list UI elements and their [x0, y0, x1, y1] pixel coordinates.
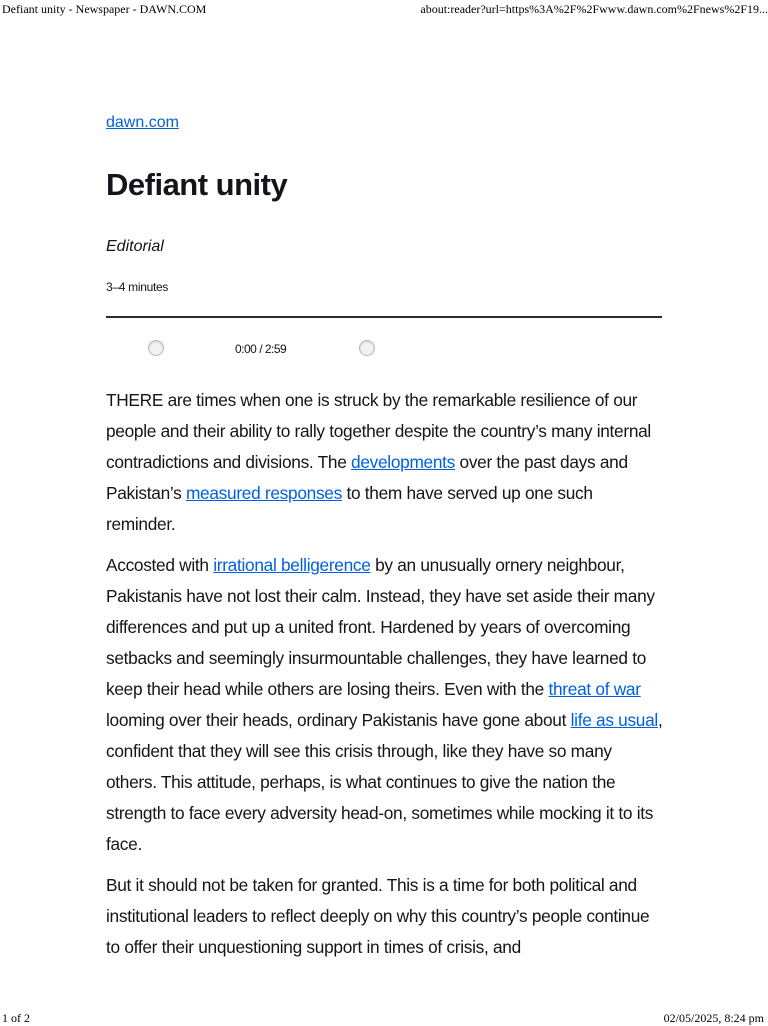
paragraph-text: to them have served up one such reminder. — [106, 483, 593, 534]
site-link[interactable]: dawn.com — [106, 114, 179, 131]
article-title: Defiant unity — [106, 167, 288, 202]
paragraph-text: by an unusually ornery neighbour, Pakistanis have not lost their calm. Instead, they have set aside their many differences and put up a united front. Hardened by years of overcoming setbacks and seemingly insurmountable challenges, they have learned to keep their head while others are losing theirs. Even with the — [106, 555, 655, 699]
paragraph-text: looming over their heads, ordinary Pakistanis have gone about — [106, 710, 571, 730]
inline-link[interactable]: irrational belligerence — [213, 555, 371, 575]
volume-control[interactable] — [359, 340, 375, 356]
article-body — [106, 385, 666, 973]
header-divider — [106, 316, 662, 318]
print-header-url: about:reader?url=https%3A%2F%2Fwww.dawn.com%2Fnews%2F19... — [420, 2, 768, 16]
play-button[interactable] — [148, 340, 164, 356]
audio-time: 0:00 / 2:59 — [235, 342, 287, 356]
paragraph-text: over the past days and Pakistan’s — [106, 452, 628, 503]
article-paragraph — [106, 550, 666, 860]
page-number: 1 of 2 — [2, 1011, 30, 1025]
audio-player — [106, 338, 662, 360]
inline-link[interactable]: measured responses — [185, 483, 342, 503]
paragraph-text: THERE are times when one is struck by the remarkable resilience of our people and their ability to rally together despite the country’s many internal contradictions and divisions. The — [106, 390, 651, 472]
inline-link[interactable]: threat of war — [548, 679, 641, 699]
paragraph-text: Accosted with — [106, 555, 214, 575]
print-header-title: Defiant unity - Newspaper - DAWN.COM — [2, 2, 207, 16]
print-datetime: 02/05/2025, 8:24 pm — [663, 1011, 764, 1025]
article-paragraph — [106, 385, 666, 540]
article-byline: Editorial — [106, 238, 164, 255]
paragraph-text: , confident that they will see this crisis through, like they have so many others. This attitude, perhaps, is what continues to give the nation the strength to face every adversity head-on, sometimes while mocking it to its face. — [106, 710, 663, 854]
article-paragraph — [106, 870, 666, 963]
inline-link[interactable]: life as usual — [570, 710, 658, 730]
paragraph-text: But it should not be taken for granted. This is a time for both political and institutional leaders to reflect deeply on why this country’s people continue to offer their unquestioning support in times of crisis, and — [106, 875, 650, 957]
inline-link[interactable]: developments — [351, 452, 456, 472]
reading-time: 3–4 minutes — [106, 280, 169, 294]
